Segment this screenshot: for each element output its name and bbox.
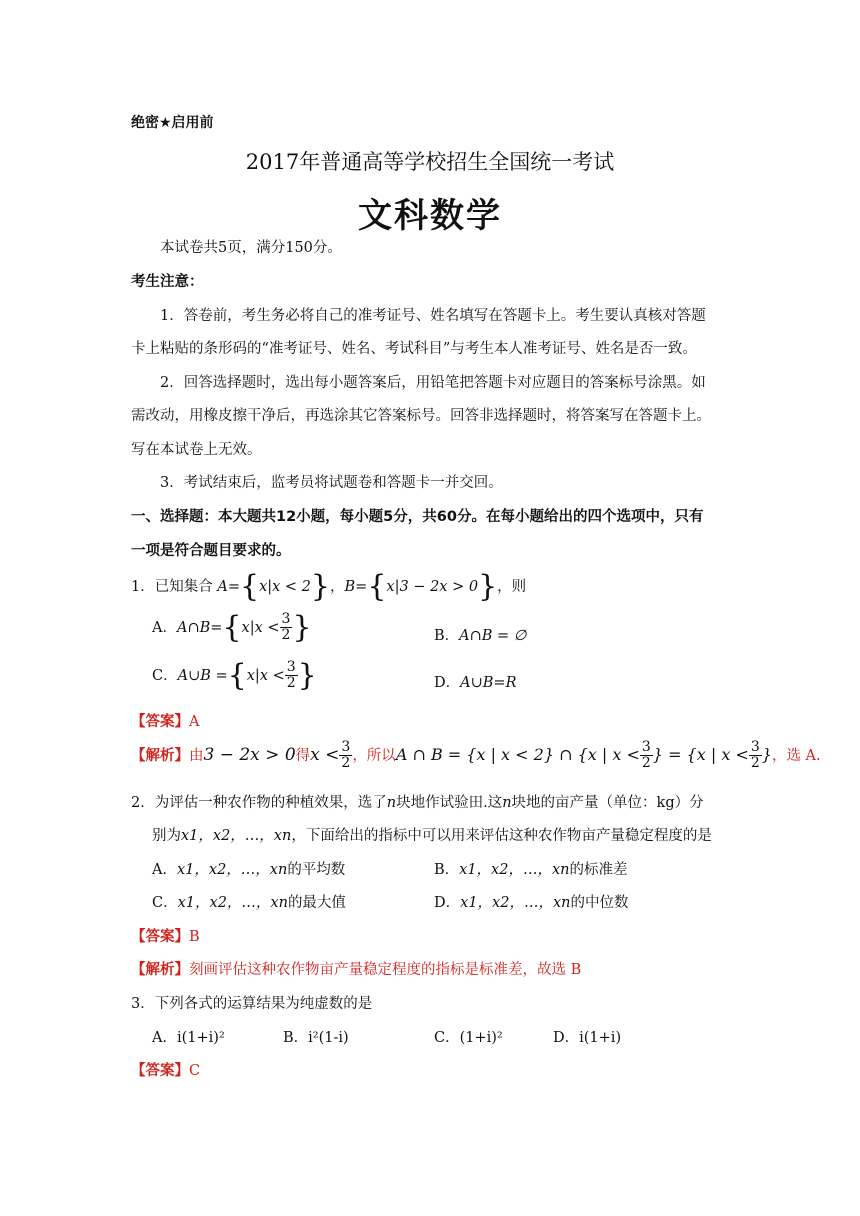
option-label: C．	[152, 667, 178, 684]
q3-option-d	[553, 1026, 621, 1047]
subject-title: 文科数学	[358, 196, 502, 236]
q1-opt-a-expr: A∩B=	[176, 619, 223, 636]
analysis-text: 刻画评估这种农作物亩产量稳定程度的指标是标准差，故选 B	[189, 962, 582, 978]
q1-eq: =	[227, 579, 240, 595]
q2-vars: x1，x2，…，xn	[459, 862, 570, 878]
math-expr: x <	[310, 744, 340, 765]
q1-option-b	[434, 624, 526, 645]
q1-opt-d-expr: A∪B=R	[460, 675, 517, 691]
q2-vars: x1，x2，…，xn	[181, 828, 292, 844]
notice-1-line1: 1．答卷前，考生务必将自己的准考证号、姓名填写在答题卡上。考生要认真核对答题	[160, 308, 706, 324]
q2-vars: x1，x2，…，xn	[176, 862, 288, 878]
answer-mark: 【答案】	[131, 1063, 189, 1079]
math-expr: 3 − 2x > 0	[203, 744, 296, 765]
q1-option-a	[152, 609, 312, 645]
notice-2-line2: 需改动，用橡皮擦干净后，再选涂其它答案标号。回答非选择题时，将答案写在答题卡上。	[131, 408, 711, 424]
q1-set-a: x|x < 2	[259, 579, 311, 595]
analysis-text: ，选 A.	[771, 747, 821, 764]
brace-right: }	[478, 569, 498, 604]
frac-den: 2	[286, 675, 296, 692]
fraction	[749, 740, 762, 772]
frac-den: 2	[641, 755, 651, 772]
answer-value: B	[189, 929, 200, 945]
option-label: A．	[152, 619, 177, 636]
option-text: 的中位数	[570, 895, 629, 911]
option-label: C．	[152, 895, 178, 911]
analysis-mark: 【解析】	[131, 747, 189, 764]
q2-text: 块地作试验田.这	[396, 795, 503, 811]
q1-suffix: ，则	[497, 579, 527, 595]
answer-value: C	[189, 1063, 201, 1079]
q2-text: 别为	[152, 828, 181, 844]
math-expr: }	[761, 744, 772, 764]
q2-text: 块地的亩产量（单位：kg）分	[511, 795, 704, 811]
q1-set-b: x|3 − 2x > 0	[386, 579, 479, 595]
q3-option-c	[434, 1026, 503, 1047]
fraction	[339, 740, 352, 772]
q1-option-c	[152, 657, 317, 693]
option-text: (1+i)²	[459, 1030, 503, 1046]
q2-line2	[152, 824, 712, 845]
q1-set-a-name: A	[217, 579, 228, 595]
q2-vars: x1，x2，…，xn	[177, 895, 288, 911]
option-label: C．	[434, 1030, 460, 1046]
analysis-text: 由	[189, 747, 204, 764]
fraction	[280, 612, 293, 644]
frac-num: 3	[281, 611, 291, 627]
frac-den: 2	[281, 627, 291, 644]
notice-2-line3: 写在本试卷上无效。	[131, 442, 262, 458]
q2-text: ，下面给出的指标中可以用来评估这种农作物亩产量稳定程度的是	[291, 828, 712, 844]
q2-text: 2．为评估一种农作物的种植效果，选了	[131, 795, 387, 811]
q3-option-b	[283, 1026, 349, 1047]
math-expr: A ∩ B = {x | x < 2} ∩ {x | x <	[395, 744, 640, 764]
q2-answer	[131, 925, 200, 946]
option-label: A．	[152, 1030, 177, 1046]
section1-line1: 一、选择题：本大题共12小题，每小题5分，共60分。在每小题给出的四个选项中，只有	[131, 509, 704, 525]
frac-num: 3	[286, 659, 296, 675]
notice-2-line1: 2．回答选择题时，选出每小题答案后，用铅笔把答题卡对应题目的答案标号涂黑。如	[160, 375, 706, 391]
answer-mark: 【答案】	[131, 714, 189, 730]
q1-opt-b-expr: A∩B = ∅	[459, 628, 527, 644]
frac-den: 2	[750, 755, 760, 772]
option-label: B．	[434, 862, 460, 878]
notice-3: 3．考试结束后，监考员将试题卷和答题卡一并交回。	[160, 475, 503, 491]
q2-n: n	[386, 795, 397, 811]
exam-title: 2017年普通高等学校招生全国统一考试	[245, 150, 615, 174]
q2-n: n	[502, 795, 512, 811]
brace-left: {	[367, 569, 387, 604]
option-label: D．	[553, 1030, 580, 1046]
q1-stem	[131, 569, 527, 604]
option-text: 的平均数	[287, 862, 346, 878]
q3-stem: 3．下列各式的运算结果为纯虚数的是	[131, 996, 373, 1012]
secret-label: 绝密★启用前	[131, 115, 214, 131]
brace-right: }	[310, 569, 331, 604]
frac-num: 3	[750, 739, 760, 755]
q1-sep: ，	[330, 579, 345, 595]
brace-left: {	[222, 609, 242, 645]
option-label: B．	[434, 628, 460, 644]
pages-info: 本试卷共5页，满分150分。	[160, 240, 342, 256]
analysis-text: ，所以	[352, 747, 396, 764]
q1-eq-b: =	[355, 579, 368, 595]
frac-den: 2	[341, 755, 351, 772]
option-text: i(1+i)	[579, 1030, 622, 1046]
option-text: 的最大值	[287, 895, 346, 911]
notice-heading: 考生注意：	[131, 274, 204, 290]
fraction	[285, 660, 298, 692]
q1-set-b-name: B	[344, 579, 356, 595]
option-text: i²(1-i)	[308, 1030, 349, 1046]
q2-analysis	[131, 958, 581, 979]
q1-analysis	[131, 740, 821, 772]
answer-mark: 【答案】	[131, 929, 189, 945]
q3-answer	[131, 1059, 200, 1080]
q2-option-c	[152, 891, 346, 912]
notice-1-line2: 卡上粘贴的条形码的“准考证号、姓名、考试科目”与考生本人准考证号、姓名是否一致。	[131, 341, 697, 357]
option-label: D．	[434, 895, 461, 911]
section1-line2: 一项是符合题目要求的。	[131, 543, 291, 559]
option-label: D．	[434, 675, 461, 691]
q2-line1	[131, 791, 704, 812]
q2-option-a	[152, 858, 345, 879]
option-text: i(1+i)²	[176, 1030, 225, 1046]
option-text: 的标准差	[569, 862, 628, 878]
fraction	[640, 740, 653, 772]
q1-prefix: 1．已知集合	[131, 579, 218, 595]
q2-option-b	[434, 858, 627, 879]
brace-left: {	[239, 569, 260, 604]
option-label: B．	[283, 1030, 309, 1046]
option-label: A．	[152, 862, 177, 878]
analysis-mark: 【解析】	[131, 962, 189, 978]
math-expr: } = {x | x <	[652, 744, 749, 764]
q1-opt-c-expr: A∪B =	[177, 667, 228, 684]
brace-right: }	[297, 657, 317, 693]
q2-vars: x1，x2，…，xn	[460, 895, 571, 911]
q1-opt-c-set: x|x <	[246, 667, 285, 684]
brace-left: {	[227, 657, 247, 693]
frac-num: 3	[641, 739, 651, 755]
frac-num: 3	[341, 739, 351, 755]
analysis-text: 得	[295, 747, 311, 764]
q3-option-a	[152, 1026, 225, 1047]
q1-opt-a-set: x|x <	[241, 619, 280, 636]
brace-right: }	[292, 609, 312, 645]
q1-answer	[131, 710, 199, 731]
q1-option-d	[434, 671, 516, 692]
answer-value: A	[189, 714, 200, 730]
q2-option-d	[434, 891, 628, 912]
